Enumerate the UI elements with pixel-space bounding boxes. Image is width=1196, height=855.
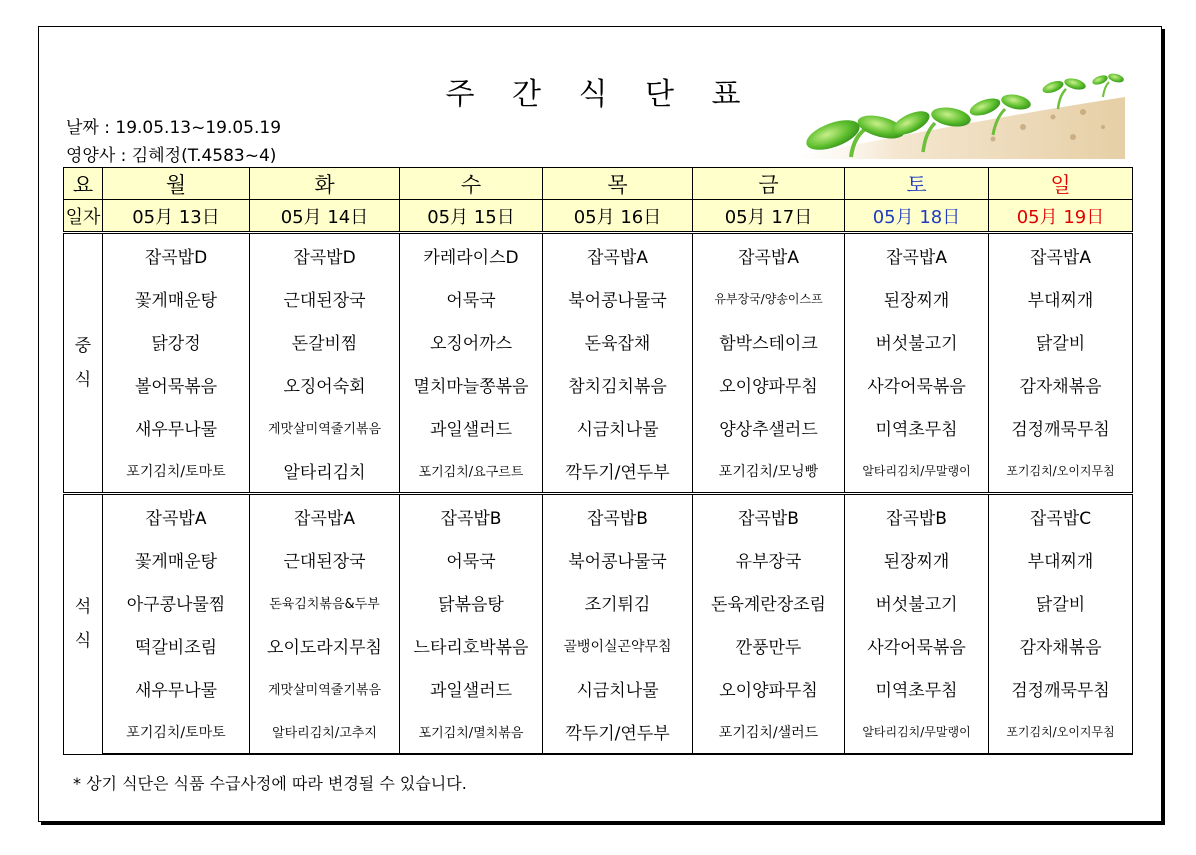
menu-cell: 잡곡밥D — [103, 233, 250, 278]
lunch-section — [64, 233, 1133, 494]
day-tue: 화 — [250, 168, 400, 200]
menu-cell: 잡곡밥B — [845, 494, 989, 539]
day-thu: 목 — [543, 168, 693, 200]
menu-cell: 된장찌개 — [845, 277, 989, 320]
menu-cell: 돈육김치볶음&두부 — [250, 581, 400, 624]
menu-cell: 꽃게매운탕 — [103, 277, 250, 320]
menu-cell: 감자채볶음 — [989, 624, 1133, 667]
menu-cell: 유부장국 — [693, 538, 845, 581]
day-sun: 일 — [989, 168, 1133, 200]
dinner-label: 석 식 — [64, 494, 103, 755]
menu-cell: 잡곡밥B — [400, 494, 543, 539]
menu-cell: 잡곡밥D — [250, 233, 400, 278]
menu-cell: 과일샐러드 — [400, 667, 543, 710]
date-range: 날짜 : 19.05.13~19.05.19 — [66, 118, 282, 138]
day-wed: 수 — [400, 168, 543, 200]
menu-cell: 볼어묵볶음 — [103, 363, 250, 406]
menu-row — [64, 406, 1133, 449]
menu-cell: 닭강정 — [103, 320, 250, 363]
menu-cell: 잡곡밥A — [989, 233, 1133, 278]
menu-cell: 부대찌개 — [989, 277, 1133, 320]
footnote: * 상기 식단은 식품 수급사정에 따라 변경될 수 있습니다. — [73, 774, 467, 793]
menu-cell: 떡갈비조림 — [103, 624, 250, 667]
menu-cell: 잡곡밥A — [845, 233, 989, 278]
menu-cell: 어묵국 — [400, 538, 543, 581]
menu-cell: 감자채볶음 — [989, 363, 1133, 406]
menu-cell: 근대된장국 — [250, 277, 400, 320]
date-fri: 05月 17日 — [693, 200, 845, 233]
menu-cell: 부대찌개 — [989, 538, 1133, 581]
menu-cell: 유부장국/양송이스프 — [693, 277, 845, 320]
menu-cell: 꽃게매운탕 — [103, 538, 250, 581]
menu-cell: 포기김치/멸치볶음 — [400, 710, 543, 754]
menu-row — [64, 581, 1133, 624]
menu-cell: 깍두기/연두부 — [543, 449, 693, 494]
menu-row — [64, 667, 1133, 710]
menu-cell: 포기김치/모닝빵 — [693, 449, 845, 494]
menu-cell: 느타리호박볶음 — [400, 624, 543, 667]
menu-cell: 오이양파무침 — [693, 667, 845, 710]
menu-cell: 깍두기/연두부 — [543, 710, 693, 754]
menu-row — [64, 538, 1133, 581]
menu-cell: 시금치나물 — [543, 406, 693, 449]
menu-cell: 잡곡밥C — [989, 494, 1133, 539]
menu-cell: 포기김치/토마토 — [103, 710, 250, 754]
date-tue: 05月 14日 — [250, 200, 400, 233]
menu-cell: 잡곡밥A — [250, 494, 400, 539]
day-mon: 월 — [103, 168, 250, 200]
menu-cell: 포기김치/토마토 — [103, 449, 250, 494]
menu-cell: 새우무나물 — [103, 406, 250, 449]
menu-row — [64, 494, 1133, 539]
menu-row — [64, 363, 1133, 406]
menu-cell: 시금치나물 — [543, 667, 693, 710]
menu-row — [64, 449, 1133, 494]
menu-cell: 돈갈비찜 — [250, 320, 400, 363]
date-header-label: 일자 — [64, 200, 103, 233]
date-row — [64, 200, 1133, 233]
page-title: 주 간 식 단 표 — [445, 77, 755, 112]
menu-cell: 버섯불고기 — [845, 581, 989, 624]
day-row — [64, 168, 1133, 200]
menu-cell: 알타리김치/무말랭이 — [845, 710, 989, 754]
menu-cell: 포기김치/요구르트 — [400, 449, 543, 494]
day-sat: 토 — [845, 168, 989, 200]
menu-cell: 멸치마늘쫑볶음 — [400, 363, 543, 406]
menu-cell: 사각어묵볶음 — [845, 363, 989, 406]
menu-cell: 아구콩나물찜 — [103, 581, 250, 624]
menu-cell: 과일샐러드 — [400, 406, 543, 449]
lunch-label: 중 식 — [64, 233, 103, 494]
menu-cell: 잡곡밥A — [693, 233, 845, 278]
menu-cell: 잡곡밥A — [543, 233, 693, 278]
date-wed: 05月 15日 — [400, 200, 543, 233]
menu-cell: 깐풍만두 — [693, 624, 845, 667]
menu-cell: 잡곡밥B — [543, 494, 693, 539]
menu-row — [64, 277, 1133, 320]
date-sun: 05月 19日 — [989, 200, 1133, 233]
menu-cell: 참치김치볶음 — [543, 363, 693, 406]
menu-cell: 카레라이스D — [400, 233, 543, 278]
menu-cell: 함박스테이크 — [693, 320, 845, 363]
menu-row — [64, 233, 1133, 278]
weekly-menu-table — [63, 167, 1133, 755]
menu-row — [64, 624, 1133, 667]
menu-cell: 어묵국 — [400, 277, 543, 320]
menu-cell: 조기튀김 — [543, 581, 693, 624]
sprout-image — [773, 57, 1125, 159]
menu-cell: 미역초무침 — [845, 667, 989, 710]
menu-cell: 된장찌개 — [845, 538, 989, 581]
day-fri: 금 — [693, 168, 845, 200]
menu-cell: 오이도라지무침 — [250, 624, 400, 667]
menu-cell: 버섯불고기 — [845, 320, 989, 363]
menu-cell: 근대된장국 — [250, 538, 400, 581]
menu-cell: 잡곡밥A — [103, 494, 250, 539]
menu-cell: 잡곡밥B — [693, 494, 845, 539]
menu-cell: 골뱅이실곤약무침 — [543, 624, 693, 667]
menu-cell: 알타리김치/무말랭이 — [845, 449, 989, 494]
menu-row — [64, 710, 1133, 754]
date-mon: 05月 13日 — [103, 200, 250, 233]
menu-cell: 오징어숙회 — [250, 363, 400, 406]
menu-cell: 닭갈비 — [989, 581, 1133, 624]
dinner-section — [64, 494, 1133, 755]
menu-cell: 포기김치/오이지무침 — [989, 449, 1133, 494]
menu-cell: 닭갈비 — [989, 320, 1133, 363]
menu-cell: 사각어묵볶음 — [845, 624, 989, 667]
menu-cell: 닭볶음탕 — [400, 581, 543, 624]
menu-cell: 게맛살미역줄기볶음 — [250, 406, 400, 449]
menu-cell: 검정깨묵무침 — [989, 406, 1133, 449]
day-header-label: 요 — [64, 168, 103, 200]
dietitian-info: 영양사 : 김혜정(T.4583~4) — [66, 146, 277, 166]
menu-cell: 북어콩나물국 — [543, 277, 693, 320]
menu-cell: 오이양파무침 — [693, 363, 845, 406]
menu-cell: 알타리김치/고추지 — [250, 710, 400, 754]
menu-cell: 북어콩나물국 — [543, 538, 693, 581]
menu-cell: 돈육잡채 — [543, 320, 693, 363]
menu-cell: 미역초무침 — [845, 406, 989, 449]
menu-cell: 새우무나물 — [103, 667, 250, 710]
menu-cell: 포기김치/샐러드 — [693, 710, 845, 754]
menu-sheet — [38, 26, 1162, 822]
menu-cell: 알타리김치 — [250, 449, 400, 494]
menu-cell: 포기김치/오이지무침 — [989, 710, 1133, 754]
date-thu: 05月 16日 — [543, 200, 693, 233]
menu-cell: 양상추샐러드 — [693, 406, 845, 449]
menu-cell: 오징어까스 — [400, 320, 543, 363]
menu-row — [64, 320, 1133, 363]
menu-cell: 돈육계란장조림 — [693, 581, 845, 624]
date-sat: 05月 18日 — [845, 200, 989, 233]
menu-cell: 게맛살미역줄기볶음 — [250, 667, 400, 710]
menu-cell: 검정깨묵무침 — [989, 667, 1133, 710]
